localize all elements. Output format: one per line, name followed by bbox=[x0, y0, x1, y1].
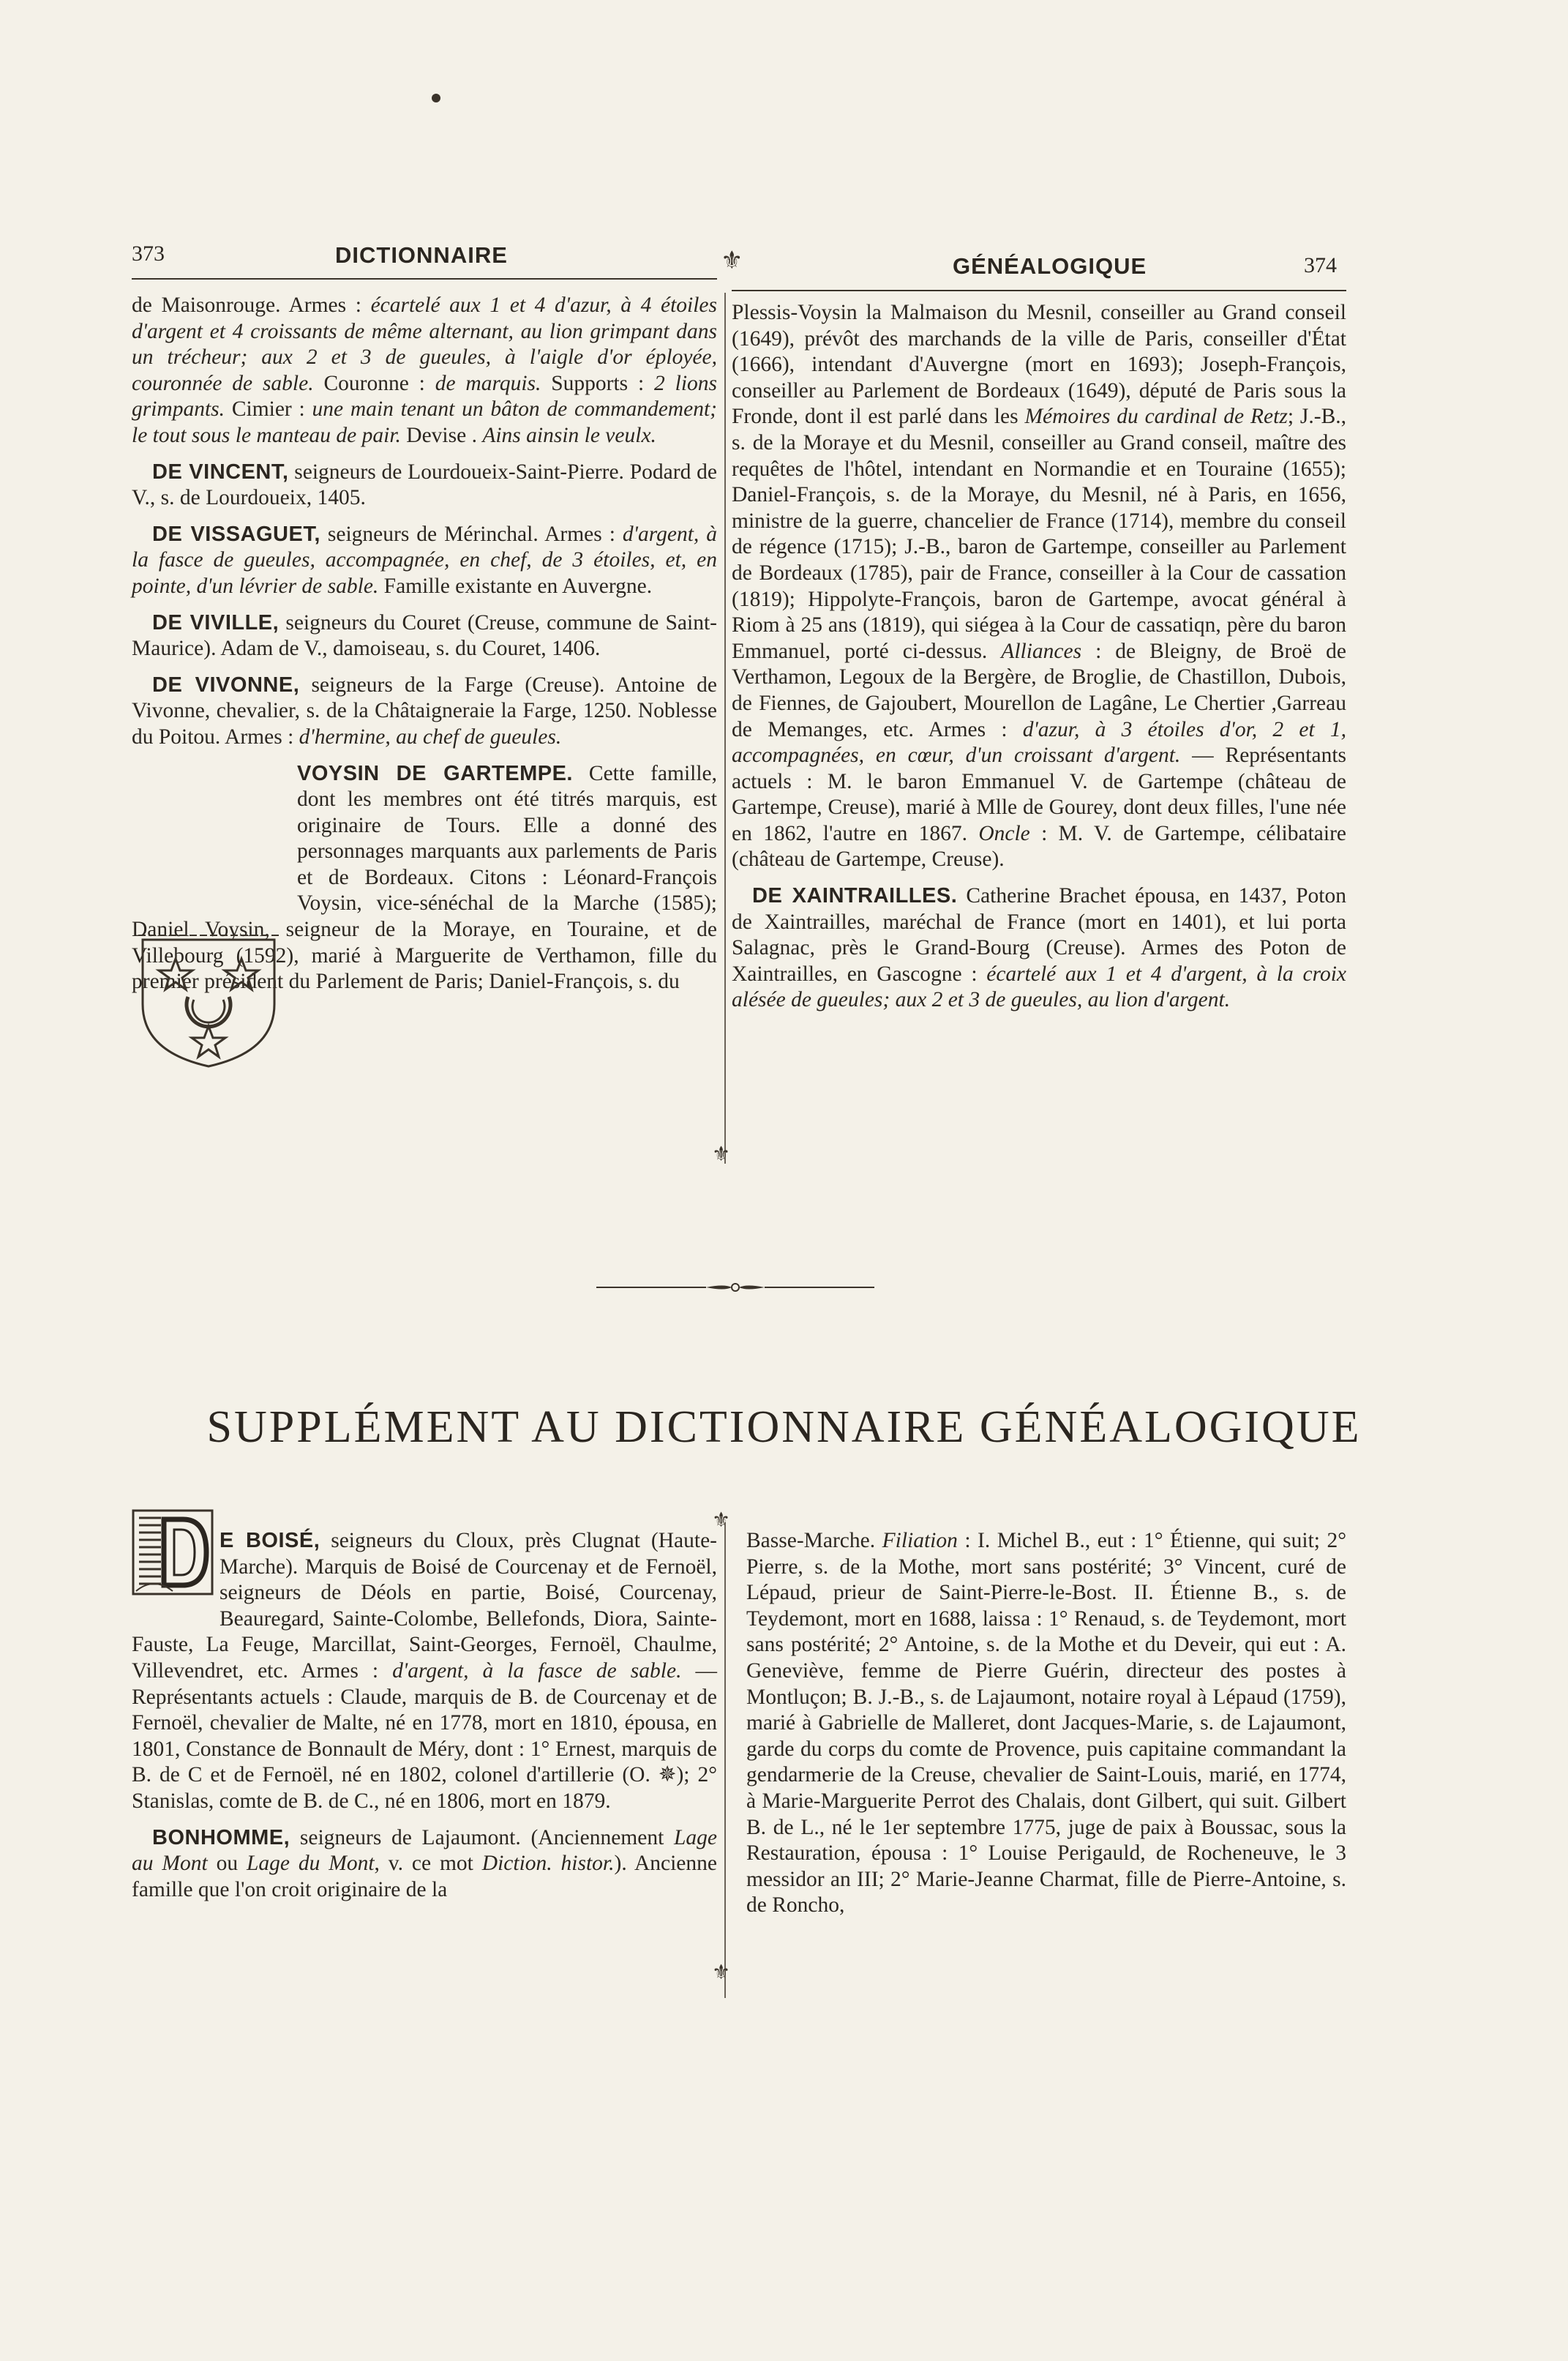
header-ornament: ⚜ bbox=[721, 247, 743, 274]
right-page-number: 374 bbox=[1304, 253, 1337, 277]
entry-de-vincent: DE VINCENT, seigneurs de Lourdoueix-Saint-Pierre. Podard de V., s. de Lourdoueix, 1405. bbox=[132, 460, 717, 510]
column-end-ornament: ⚜ bbox=[712, 1143, 731, 1166]
header-rule-right bbox=[732, 290, 1346, 291]
page-mark bbox=[432, 94, 440, 102]
entry-de-xaintrailles: DE XAINTRAILLES. Catherine Brachet épousa, en 1437, Poton de Xaintrailles, maréchal de France (mort en 1401), et lui porta Salagnac, près le Grand-Bourg (Creuse). Armes des Poton de Xaintrailles, en Gascogne : écartelé aux 1 et 4 d'argent, à la croix alésée de gueules; aux 2 et 3 de gueules, au lion d'argent. bbox=[732, 884, 1346, 1012]
supplement-title: SUPPLÉMENT AU DICTIONNAIRE GÉNÉALOGIQUE bbox=[206, 1402, 1362, 1452]
left-column bbox=[132, 293, 717, 1006]
right-running-head: GÉNÉALOGIQUE bbox=[953, 253, 1147, 279]
entry-voysin-de-gartempe: VOYSIN DE GARTEMPE. Cette famille, dont les membres ont été titrés marquis, est originaire de Tours. Elle a donné des personnages marquants aux parlements de Paris et de Bordeaux. Citons : Léonard-François Voysin, vice-sénéchal de la Marche (1585); Daniel Voysin, seigneur de la Moraye, en Touraine, et de Villebourg (1592), marié à Marguerite de Verthamon, fille du premier président du Parlement de Paris; Daniel-François, s. du bbox=[132, 761, 717, 994]
entry-bonhomme: BONHOMME, seigneurs de Lajaumont. (Anciennement Lage au Mont ou Lage du Mont, v. ce mot Diction. histor.). Ancienne famille que l'on croit originaire de la bbox=[132, 1825, 717, 1901]
left-page-number: 373 bbox=[132, 242, 165, 266]
left-running-head: DICTIONNAIRE bbox=[335, 242, 508, 268]
column-divider bbox=[724, 293, 726, 1164]
dropcap-space bbox=[132, 1528, 220, 1607]
entry-de-viville: DE VIVILLE, seigneurs du Couret (Creuse, commune de Saint-Maurice). Adam de V., damoiseau, s. du Couret, 1406. bbox=[132, 610, 717, 661]
separator-ornament-icon bbox=[596, 1282, 874, 1292]
entry-voysin-continued: Plessis-Voysin la Malmaison du Mesnil, conseiller au Grand conseil (1649), prévôt des marchands de la ville de Paris, conseiller d'État (1666), intendant d'Auvergne (mort en 1693); Joseph-François, conseiller au Parlement de Bordeaux (1649), député de Paris sous la Fronde, dont il est parlé dans les Mémoires du cardinal de Retz; J.-B., s. de la Moraye et du Mesnil, conseiller au Grand conseil, maître des requêtes de l'hôtel, intendant en Normandie et en Touraine (1655); Daniel-François, s. de la Moraye, du Mesnil, né à Paris, en 1656, ministre de la guerre, chancelier de France (1714), membre du conseil de régence (1715); J.-B., baron de Gartempe, conseiller au Parlement de Bordeaux (1785), pair de France, conseiller à la Cour de cassation (1819); Hippolyte-François, baron de Gartempe, avocat général à Riom à 25 ans (1819), qui siégea à la Cour de cassatiqn, père du baron Emmanuel, porté ci-dessus. Alliances : de Bleigny, de Broë de Verthamon, Legoux de la Bergère, de Broglie, de Chastillon, Dubois, de Fiennes, de Gajoubert, Mourellon de Lagâne, Le Chertier ,Garreau de Memanges, etc. Armes : d'azur, à 3 étoiles d'or, 2 et 1, accompagnées, en cœur, d'un croissant d'argent. — Représentants actuels : M. le baron Emmanuel V. de Gartempe (château de Gartempe, Creuse), marié à Mlle de Gourey, dont deux filles, l'une née en 1862, l'autre en 1867. Oncle : M. V. de Gartempe, célibataire (château de Gartempe, Creuse). bbox=[732, 301, 1346, 872]
entry-de-vivonne: DE VIVONNE, seigneurs de la Farge (Creuse). Antoine de Vivonne, chevalier, s. de la Châtaigneraie la Farge, 1250. Noblesse du Poitou. Armes : d'hermine, au chef de gueules. bbox=[132, 673, 717, 749]
entry-bonhomme-continued: Basse-Marche. Filiation : I. Michel B., eut : 1° Étienne, qui suit; 2° Pierre, s. de la Mothe, mort sans postérité; 3° Vincent, curé de Lépaud, prieur de Saint-Pierre-le-Bost. II. Étienne B., s. de Teydemont, mort en 1688, laissa : 1° Renaud, s. de Teydemont, mort sans postérité; 2° Antoine, s. de la Mothe et du Deveir, qui eut : A. Geneviève, femme de Pierre Guérin, directeur des postes à Montluçon; B. J.-B., s. de Lajaumont, notaire royal à Lépaud (1759), marié à Gabrielle de Malleret, dont Jacques-Marie, s. de Lajaumont, garde du corps du comte de Provence, puis capitaine commandant la gendarmerie de la Creuse, chevalier de Saint-Louis, marié, en 1774, à Marie-Marguerite Perrot des Chalais, dont Gilbert, qui suit. Gilbert B. de L., né le 1er septembre 1775, juge de paix à Boussac, sous la Restauration, épousa : 1° Louise Perigauld, de Rocheneuve, le 3 messidor an III; 2° Marie-Jeanne Charmat, fille de Pierre-Antoine, s. de Roncho, bbox=[746, 1529, 1347, 1917]
entry-maisonrouge-continued: de Maisonrouge. Armes : écartelé aux 1 et 4 d'azur, à 4 étoiles d'argent et 4 croissants de même alternant, au lion grimpant dans un trécheur; aux 2 et 3 de gueules, à l'aigle d'or éployée, couronnée de sable. Couronne : de marquis. Supports : 2 lions grimpants. Cimier : une main tenant un bâton de commandement; le tout sous le manteau de pair. Devise . Ains ainsin le veulx. bbox=[132, 293, 718, 447]
supplement-left-column bbox=[132, 1528, 717, 1913]
crest-space bbox=[132, 761, 297, 905]
coat-of-arms-icon bbox=[135, 924, 282, 1070]
right-column bbox=[732, 300, 1346, 1024]
supplement-ornament-bottom: ⚜ bbox=[712, 1961, 731, 1984]
entry-de-boise: E BOISÉ, seigneurs du Cloux, près Clugnat (Haute-Marche). Marquis de Boisé de Courcenay et de Fernoël, seigneurs de Déols en partie, Boisé, Courcenay, Beauregard, Sainte-Colombe, Bellefonds, Diora, Sainte-Fauste, La Feuge, Marcillat, Saint-Georges, Fernoël, Chaulme, Villevendret, etc. Armes : d'argent, à la fasce de sable. — Représentants actuels : Claude, marquis de B. de Courcenay et de Fernoël, chevalier de Malte, né en 1778, mort en 1810, épousa, en 1801, Constance de Bonnault de Méry, dont : 1° Ernest, marquis de B. de C et de Fernoël, né en 1802, colonel d'artillerie (O. ✵); 2° Stanislas, comte de B. de C., né en 1806, mort en 1879. bbox=[132, 1529, 718, 1813]
entry-de-vissaguet: DE VISSAGUET, seigneurs de Mérinchal. Armes : d'argent, à la fasce de gueules, accompagnée, en chef, de 3 étoiles, et, en pointe, d'un lévrier de sable. Famille existante en Auvergne. bbox=[132, 522, 718, 598]
supplement-column-divider bbox=[724, 1522, 726, 1998]
header-rule-left bbox=[132, 278, 717, 280]
supplement-right-column bbox=[746, 1528, 1346, 1929]
supplement-ornament-top: ⚜ bbox=[712, 1509, 731, 1532]
